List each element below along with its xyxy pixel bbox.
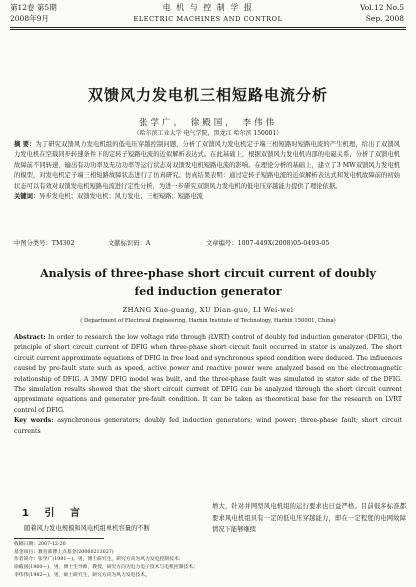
section-1-left-text: 随着风力发电规模和风电机组单机容量的不断: [24, 525, 150, 532]
title-cn: 双馈风力发电机三相短路电流分析: [87, 86, 328, 104]
doc-code: 文献标识码：A: [108, 240, 151, 247]
section-1-heading: 1 引 言: [22, 508, 86, 519]
header-date-cn: 2008年9月: [10, 13, 49, 23]
authors-en: ZHANG Xue-guang, XU Dian-guo, LI Wei-wei: [122, 306, 294, 314]
affiliation-cn: （哈尔滨工业大学 电气学院，黑龙江 哈尔滨 150001）: [133, 130, 283, 137]
header-rule-bottom: [10, 29, 406, 30]
abstract-cn: [14, 140, 400, 202]
header-rule-top: [10, 27, 406, 28]
title-en-line-1: Analysis of three-phase short circuit current of doubly: [40, 267, 376, 280]
title-en-line-2: fed induction generator: [134, 285, 282, 298]
abstract-en-text: In order to research the low voltage ride through (LVRT) control of doubly fed induction generator (DFIG), the principle of short circuit current of DFIG when three-phase short circuit fault occurred in stator is analyzed. The short circuit current approximate equations of DFIG in free load and synchronous speed condition were deduced. The influences caused by pre-fault state such as speed, active power and reactive power were analyzed based on the electromagnetic relationship of DFIG. A 3MW DFIG model was built, and the three-phase fault was simulated in stator side of the DFIG. The simulation results showed that the short circuit current of DFIG can be analyzed through the short circuit current approximate equations and generator pre-fault condition. It can be taken as theoretical base for the research on LVRT control of DFIG.: [14, 334, 402, 414]
header-journal-en: ELECTRIC MACHINES AND CONTROL: [133, 14, 283, 23]
authors-cn: 张学广， 徐殿国， 李伟伟: [139, 118, 277, 128]
header-volume-block: [360, 3, 404, 24]
abstract-cn-text: 为了研究双馈风力发电机组的低电压穿越控制问题，分析了双馈风力发电机定子端三相短路时短路电流的产生机理，给出了双馈风力发电机在空载同步转速条件下的定转子短路电流的近似解析表达式。在此基础上，根据双馈风力发电机内部的电磁关系，分析了双馈电机故障前不同转速、输出有功功率及无功功率等运行状态对双馈发电机短路电流的影响。在理论分析的基础上，建立了3 MW双馈风力发电机的模型，对发电机定子端三相短路故障状态进行了仿真研究。仿真结果表明：通过定转子短路电流的近似解析表达式和发电机故障前的初始状态可以有效对双馈发电机短路电流进行定性分析，为进一步研究双馈风力发电机的低电压穿越能力提供了理论依据。: [14, 141, 400, 190]
abstract-cn-label: 摘 要：: [14, 141, 36, 148]
article-number: 文章编号：1007-449X(2008)05-0493-05: [206, 240, 330, 247]
header-issue: 第12卷 第5期: [10, 3, 57, 12]
header-volume-en: Vol.12 No.5: [359, 3, 404, 12]
abstract-en: [14, 333, 402, 437]
title-en: [0, 265, 416, 301]
footnotes: [14, 541, 210, 580]
clc-number: 中图分类号：TM302: [14, 240, 75, 247]
header-journal-block: [0, 3, 416, 24]
keywords-cn-label: 关键词：: [14, 193, 40, 201]
abstract-en-label: Abstract:: [14, 334, 46, 341]
footnote-author-3: 李伟伟(1982—)，男，硕士研究生，研究方向为风力发电技术。: [14, 572, 150, 578]
keywords-cn-text: 异步发电机；双馈发电机；风力发电；三相短路；短路电流: [39, 193, 203, 201]
footnote-rule: [14, 538, 104, 539]
header-journal-cn: 电 机 与 控 制 学 报: [162, 3, 254, 12]
affiliation-en: ( Department of Electrical Engineering, Harbin Institute of Technology, Harbin 150001, China): [80, 318, 336, 324]
keywords-en-label: Key words:: [14, 417, 54, 425]
header-date-en: Sep. 2008: [365, 13, 404, 23]
footnote-author-1: 作者简介：张学广(1981—)，男，博士研究生，研究方向为风力发电控制技术；: [14, 557, 184, 563]
footnote-funding: 基金项目：教育部博士点基金(20060213027): [14, 549, 114, 555]
footnote-received: 收稿日期：2007-12-20: [14, 542, 66, 547]
section-1-right-text: 增大，针对并网型风电机组的运行要求也日益严格。目前很多标准都要求风电机组具有一定的低电压穿越能力，即在一定程度的电网故障情况下能够继续: [212, 503, 406, 533]
footnote-author-2: 徐殿国(1960—)，男，博士生导师，教授，研究方向为电力电子技术与电机控制技术；: [14, 565, 198, 571]
keywords-en-text: asynchronous generators; doubly fed induction generators; wind power; three-phase fault; short circuit currents: [14, 417, 402, 435]
